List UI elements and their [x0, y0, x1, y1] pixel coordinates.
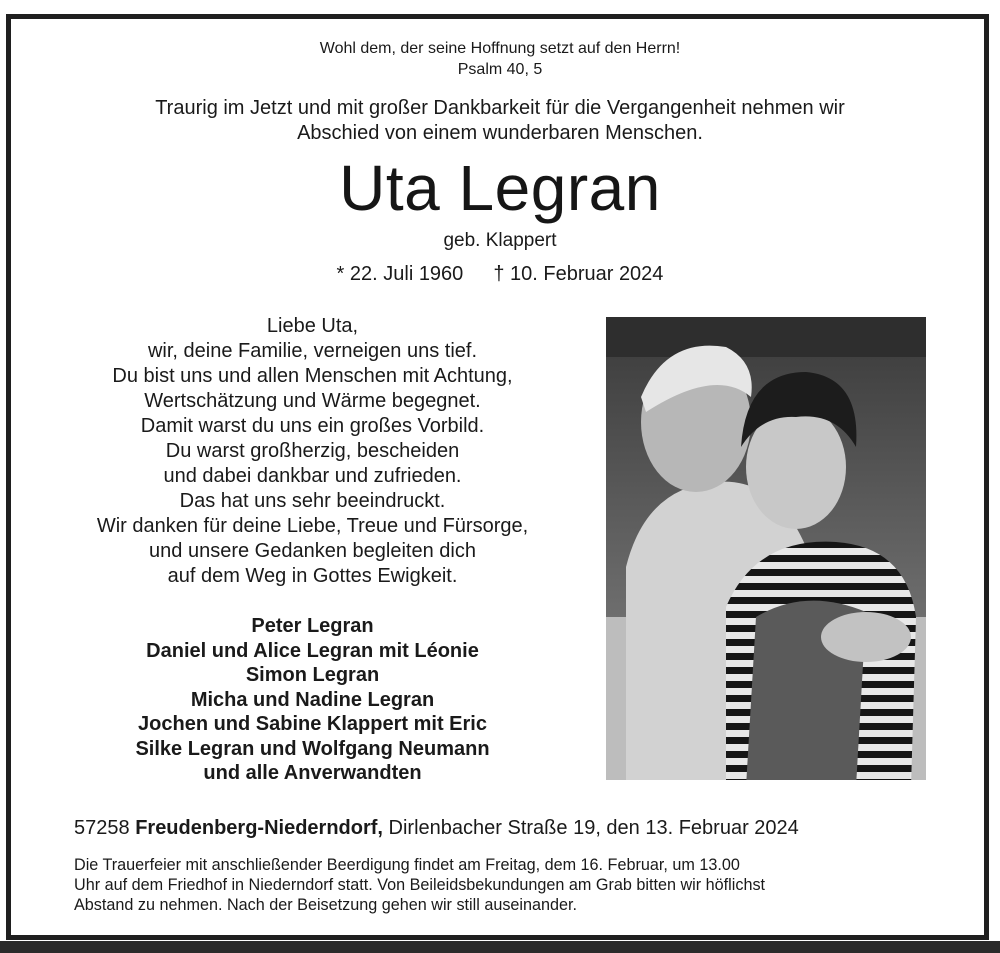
notice-line-3: Abstand zu nehmen. Nach der Beisetzung gehen wir still auseinander. [74, 896, 578, 914]
funeral-notice [74, 855, 926, 915]
family-member: und alle Anverwandten [203, 762, 422, 784]
birth-date: * 22. Juli 1960 [336, 263, 464, 285]
motto-reference: Psalm 40, 5 [457, 61, 543, 78]
intro-line-2: Abschied von einem wunderbaren Menschen. [297, 122, 703, 144]
town: Freudenberg-Niederndorf, [135, 817, 383, 839]
motto [0, 38, 1000, 80]
poem-line: Wertschätzung und Wärme begegnet. [144, 390, 481, 412]
street-and-date: Dirlenbacher Straße 19, den 13. Februar 2024 [388, 817, 799, 839]
poem-line: Damit warst du uns ein großes Vorbild. [140, 415, 485, 437]
notice-line-1: Die Trauerfeier mit anschließender Beerdigung findet am Freitag, dem 16. Februar, um 13.00 [74, 856, 740, 874]
notice-line-2: Uhr auf dem Friedhof in Niederndorf statt. Von Beileidsbekundungen am Grab bitten wir höflichst [74, 876, 766, 894]
poem [70, 314, 555, 589]
bottom-rule [0, 941, 1000, 953]
poem-line: Liebe Uta, [266, 315, 359, 337]
motto-verse: Wohl dem, der seine Hoffnung setzt auf den Herrn! [319, 40, 681, 57]
poem-line: und unsere Gedanken begleiten dich [149, 540, 476, 562]
family-member: Daniel und Alice Legran mit Léonie [146, 639, 479, 662]
family-member: Simon Legran [245, 664, 380, 686]
family-member: Micha und Nadine Legran [190, 688, 435, 711]
postcode: 57258 [74, 817, 130, 839]
intro-line-1: Traurig im Jetzt und mit großer Dankbarkeit für die Vergangenheit nehmen wir [155, 97, 845, 119]
maiden-name: geb. Klappert [443, 230, 557, 251]
poem-line: Das hat uns sehr beeindruckt. [179, 490, 446, 512]
family-member: Peter Legran [251, 615, 374, 637]
death-date: † 10. Februar 2024 [493, 263, 664, 285]
family-list [70, 614, 555, 786]
poem-line: auf dem Weg in Gottes Ewigkeit. [167, 565, 458, 587]
couple-photo [606, 317, 926, 780]
deceased-name: Uta Legran [339, 152, 661, 224]
poem-line: Du warst großherzig, bescheiden [165, 440, 460, 462]
poem-line: wir, deine Familie, verneigen uns tief. [147, 340, 478, 362]
life-dates [0, 262, 1000, 286]
poem-line: Wir danken für deine Liebe, Treue und Fürsorge, [96, 515, 529, 537]
family-member: Silke Legran und Wolfgang Neumann [135, 737, 490, 760]
poem-line: Du bist uns und allen Menschen mit Achtung, [112, 365, 513, 387]
family-member: Jochen und Sabine Klappert mit Eric [138, 713, 487, 735]
intro-text [0, 96, 1000, 146]
address-line [74, 816, 799, 840]
poem-line: und dabei dankbar und zufrieden. [163, 465, 462, 487]
